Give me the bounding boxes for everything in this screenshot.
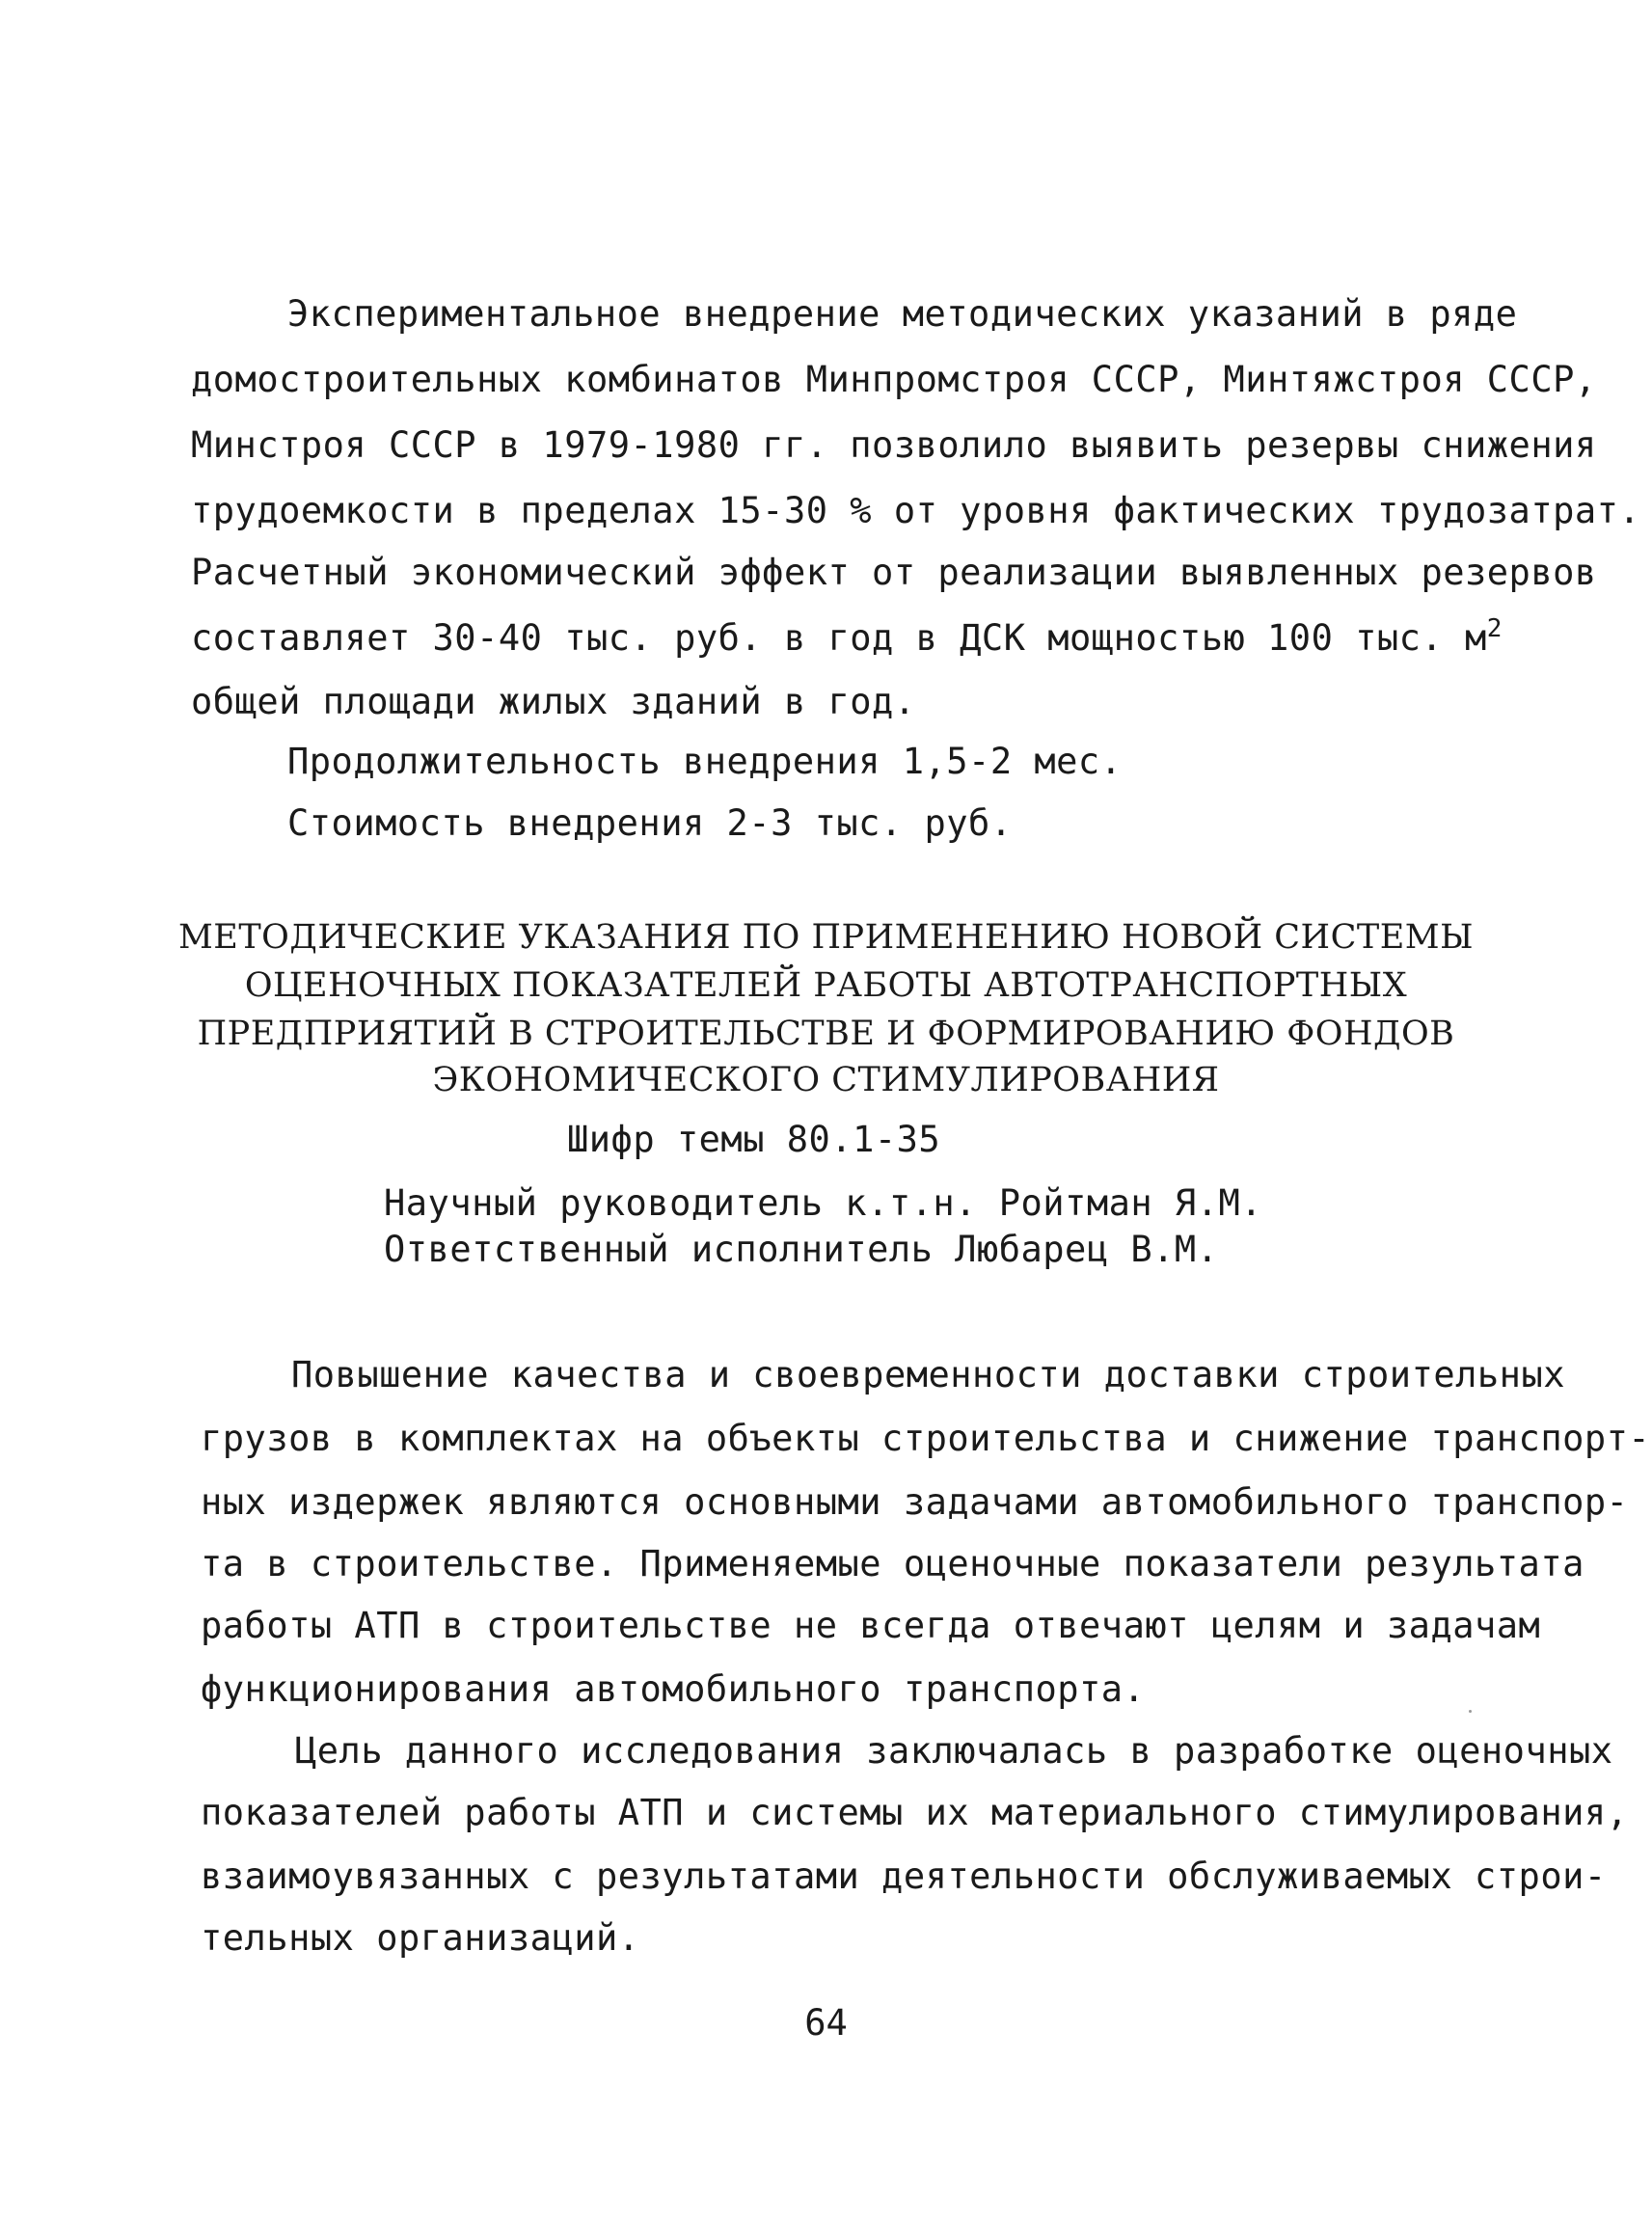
paragraph-1-line-4: трудоемкости в пределах 15-30 % от уровня фактических трудозатрат. <box>191 490 1641 531</box>
section-title-line-1: МЕТОДИЧЕСКИЕ УКАЗАНИЯ ПО ПРИМЕНЕНИЮ НОВОЙ СИСТЕМЫ <box>177 918 1475 957</box>
paragraph-1-line-6 <box>191 614 1503 659</box>
cost-line: Стоимость внедрения 2-3 тыс. руб. <box>287 802 1013 844</box>
topic-code: Шифр темы 80.1-35 <box>567 1119 941 1160</box>
scientific-supervisor: Научный руководитель к.т.н. Ройтман Я.М. <box>384 1182 1263 1224</box>
paragraph-3-line-3: взаимоувязанных с результатами деятельности обслуживаемых строи- <box>201 1855 1607 1897</box>
paragraph-1-line-2: домостроительных комбинатов Минпромстроя СССР, Минтяжстроя СССР, <box>191 359 1597 400</box>
scan-speck <box>1469 1710 1472 1713</box>
paragraph-1-line-7: общей площади жилых зданий в год. <box>191 681 916 722</box>
paragraph-3-line-1: Цель данного исследования заключалась в разработке оценочных <box>295 1730 1613 1772</box>
duration-line: Продолжительность внедрения 1,5-2 мес. <box>287 741 1123 782</box>
section-title-line-3: ПРЕДПРИЯТИЙ В СТРОИТЕЛЬСТВЕ И ФОРМИРОВАНИЮ ФОНДОВ <box>197 1015 1455 1053</box>
paragraph-1-line-1: Экспериментальное внедрение методических указаний в ряде <box>287 293 1518 335</box>
section-title-line-4: ЭКОНОМИЧЕСКОГО СТИМУЛИРОВАНИЯ <box>432 1061 1220 1099</box>
paragraph-3-line-4: тельных организаций. <box>201 1917 640 1959</box>
paragraph-3-line-2: показателей работы АТП и системы их материального стимулирования, <box>201 1792 1629 1833</box>
responsible-executor: Ответственный исполнитель Любарец В.М. <box>384 1229 1219 1270</box>
paragraph-2-line-5: работы АТП в строительстве не всегда отвечают целям и задачам <box>201 1605 1541 1646</box>
section-title-line-2: ОЦЕНОЧНЫХ ПОКАЗАТЕЛЕЙ РАБОТЫ АВТОТРАНСПОРТНЫХ <box>244 966 1408 1005</box>
paragraph-1-line-3: Минстроя СССР в 1979-1980 гг. позволило выявить резервы снижения <box>191 424 1597 466</box>
paragraph-1-line-5: Расчетный экономический эффект от реализации выявленных резервов <box>191 552 1597 593</box>
paragraph-2-line-2: грузов в комплектах на объекты строительства и снижение транспорт- <box>201 1418 1651 1459</box>
paragraph-2-line-4: та в строительстве. Применяемые оценочные показатели результата <box>201 1543 1584 1584</box>
paragraph-2-line-6: функционирования автомобильного транспорта. <box>201 1668 1146 1710</box>
paragraph-2-line-3: ных издержек являются основными задачами автомобильного транспор- <box>201 1481 1629 1523</box>
square-superscript: 2 <box>1486 614 1503 643</box>
paragraph-2-line-1: Повышение качества и своевременности доставки строительных <box>291 1354 1566 1395</box>
paragraph-1-line-6-text: составляет 30-40 тыс. руб. в год в ДСК мощностью 100 тыс. м <box>191 617 1487 659</box>
page-number: 64 <box>804 2002 848 2044</box>
